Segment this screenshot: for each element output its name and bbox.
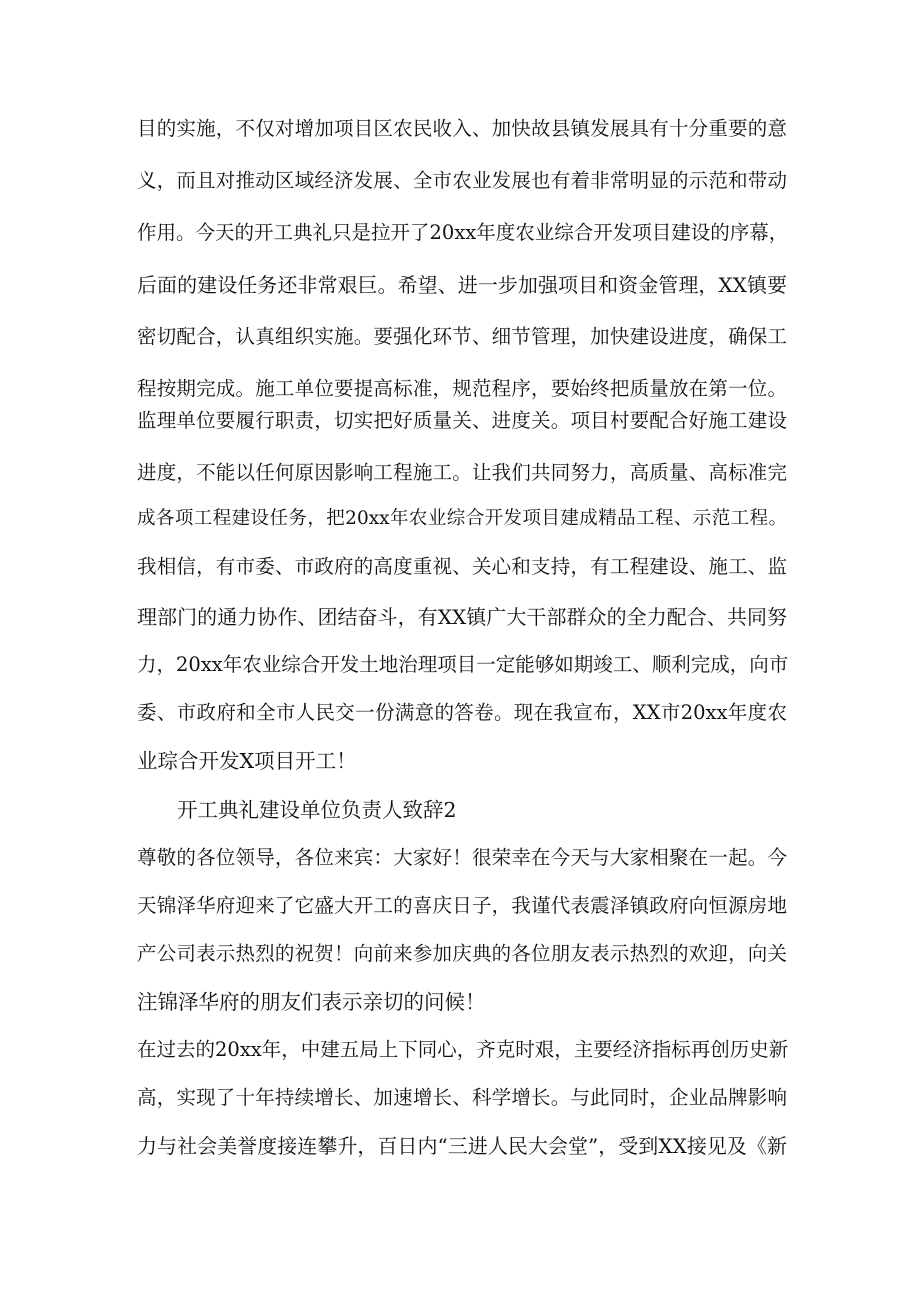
- text-line: 天锦泽华府迎来了它盛大开工的喜庆日子，我谨代表震泽镇政府向恒源房地: [137, 894, 787, 917]
- text-line: 尊敬的各位领导，各位来宾：大家好！很荣幸在今天与大家相聚在一起。今: [137, 846, 787, 869]
- text-line: 产公司表示热烈的祝贺！向前来参加庆典的各位朋友表示热烈的欢迎，向关: [137, 942, 787, 965]
- text-line: 后面的建设任务还非常艰巨。希望、进一步加强项目和资金管理，XX镇要: [137, 273, 787, 297]
- text-line: 力，20xx年农业综合开发土地治理项目一定能够如期竣工、顺利完成，向市: [137, 653, 789, 676]
- text-line: 理部门的通力协作、团结奋斗，有XX镇广大干部群众的全力配合、共同努: [137, 605, 787, 629]
- text-line: 高，实现了十年持续增长、加速增长、科学增长。与此同时，企业品牌影响: [137, 1086, 787, 1109]
- text-line: 目的实施，不仅对增加项目区农民收入、加快故县镇发展具有十分重要的意: [137, 117, 787, 140]
- text-line: 成各项工程建设任务，把20xx年农业综合开发项目建成精品工程、示范工程。: [137, 508, 787, 529]
- section-heading: 开工典礼建设单位负责人致辞2: [177, 798, 457, 822]
- text-line: 进度，不能以任何原因影响工程施工。让我们共同努力，高质量、高标准完: [137, 461, 787, 484]
- text-line: 注锦泽华府的朋友们表示亲切的问候！: [137, 990, 486, 1014]
- text-line: 力与社会美誉度接连攀升，百日内“三进人民大会堂”，受到XX接见及《新: [137, 1134, 787, 1158]
- text-line: 密切配合，认真组织实施。要强化环节、细节管理，加快建设进度，确保工: [137, 325, 787, 348]
- text-line: 作用。今天的开工典礼只是拉开了20xx年度农业综合开发项目建设的序幕，: [137, 221, 789, 244]
- text-line: 我相信，有市委、市政府的高度重视、关心和支持，有工程建设、施工、监: [137, 555, 787, 578]
- text-line: 委、市政府和全市人民交一份满意的答卷。现在我宣布，XX市20xx年度农: [137, 701, 787, 724]
- text-line: 义，而且对推动区域经济发展、全市农业发展也有着非常明显的示范和带动: [137, 169, 787, 192]
- text-line: 程按期完成。施工单位要提高标准，规范程序，要始终把质量放在第一位。: [137, 377, 787, 400]
- text-line: 业琮合开发X项目开工！: [137, 749, 357, 773]
- text-line: 监理单位要履行职责，切实把好质量关、进度关。项目村要配合好施工建设: [137, 409, 787, 432]
- text-line: 在过去的20xx年，中建五局上下同心，齐克时艰，主要经济指标再创历史新: [137, 1038, 789, 1061]
